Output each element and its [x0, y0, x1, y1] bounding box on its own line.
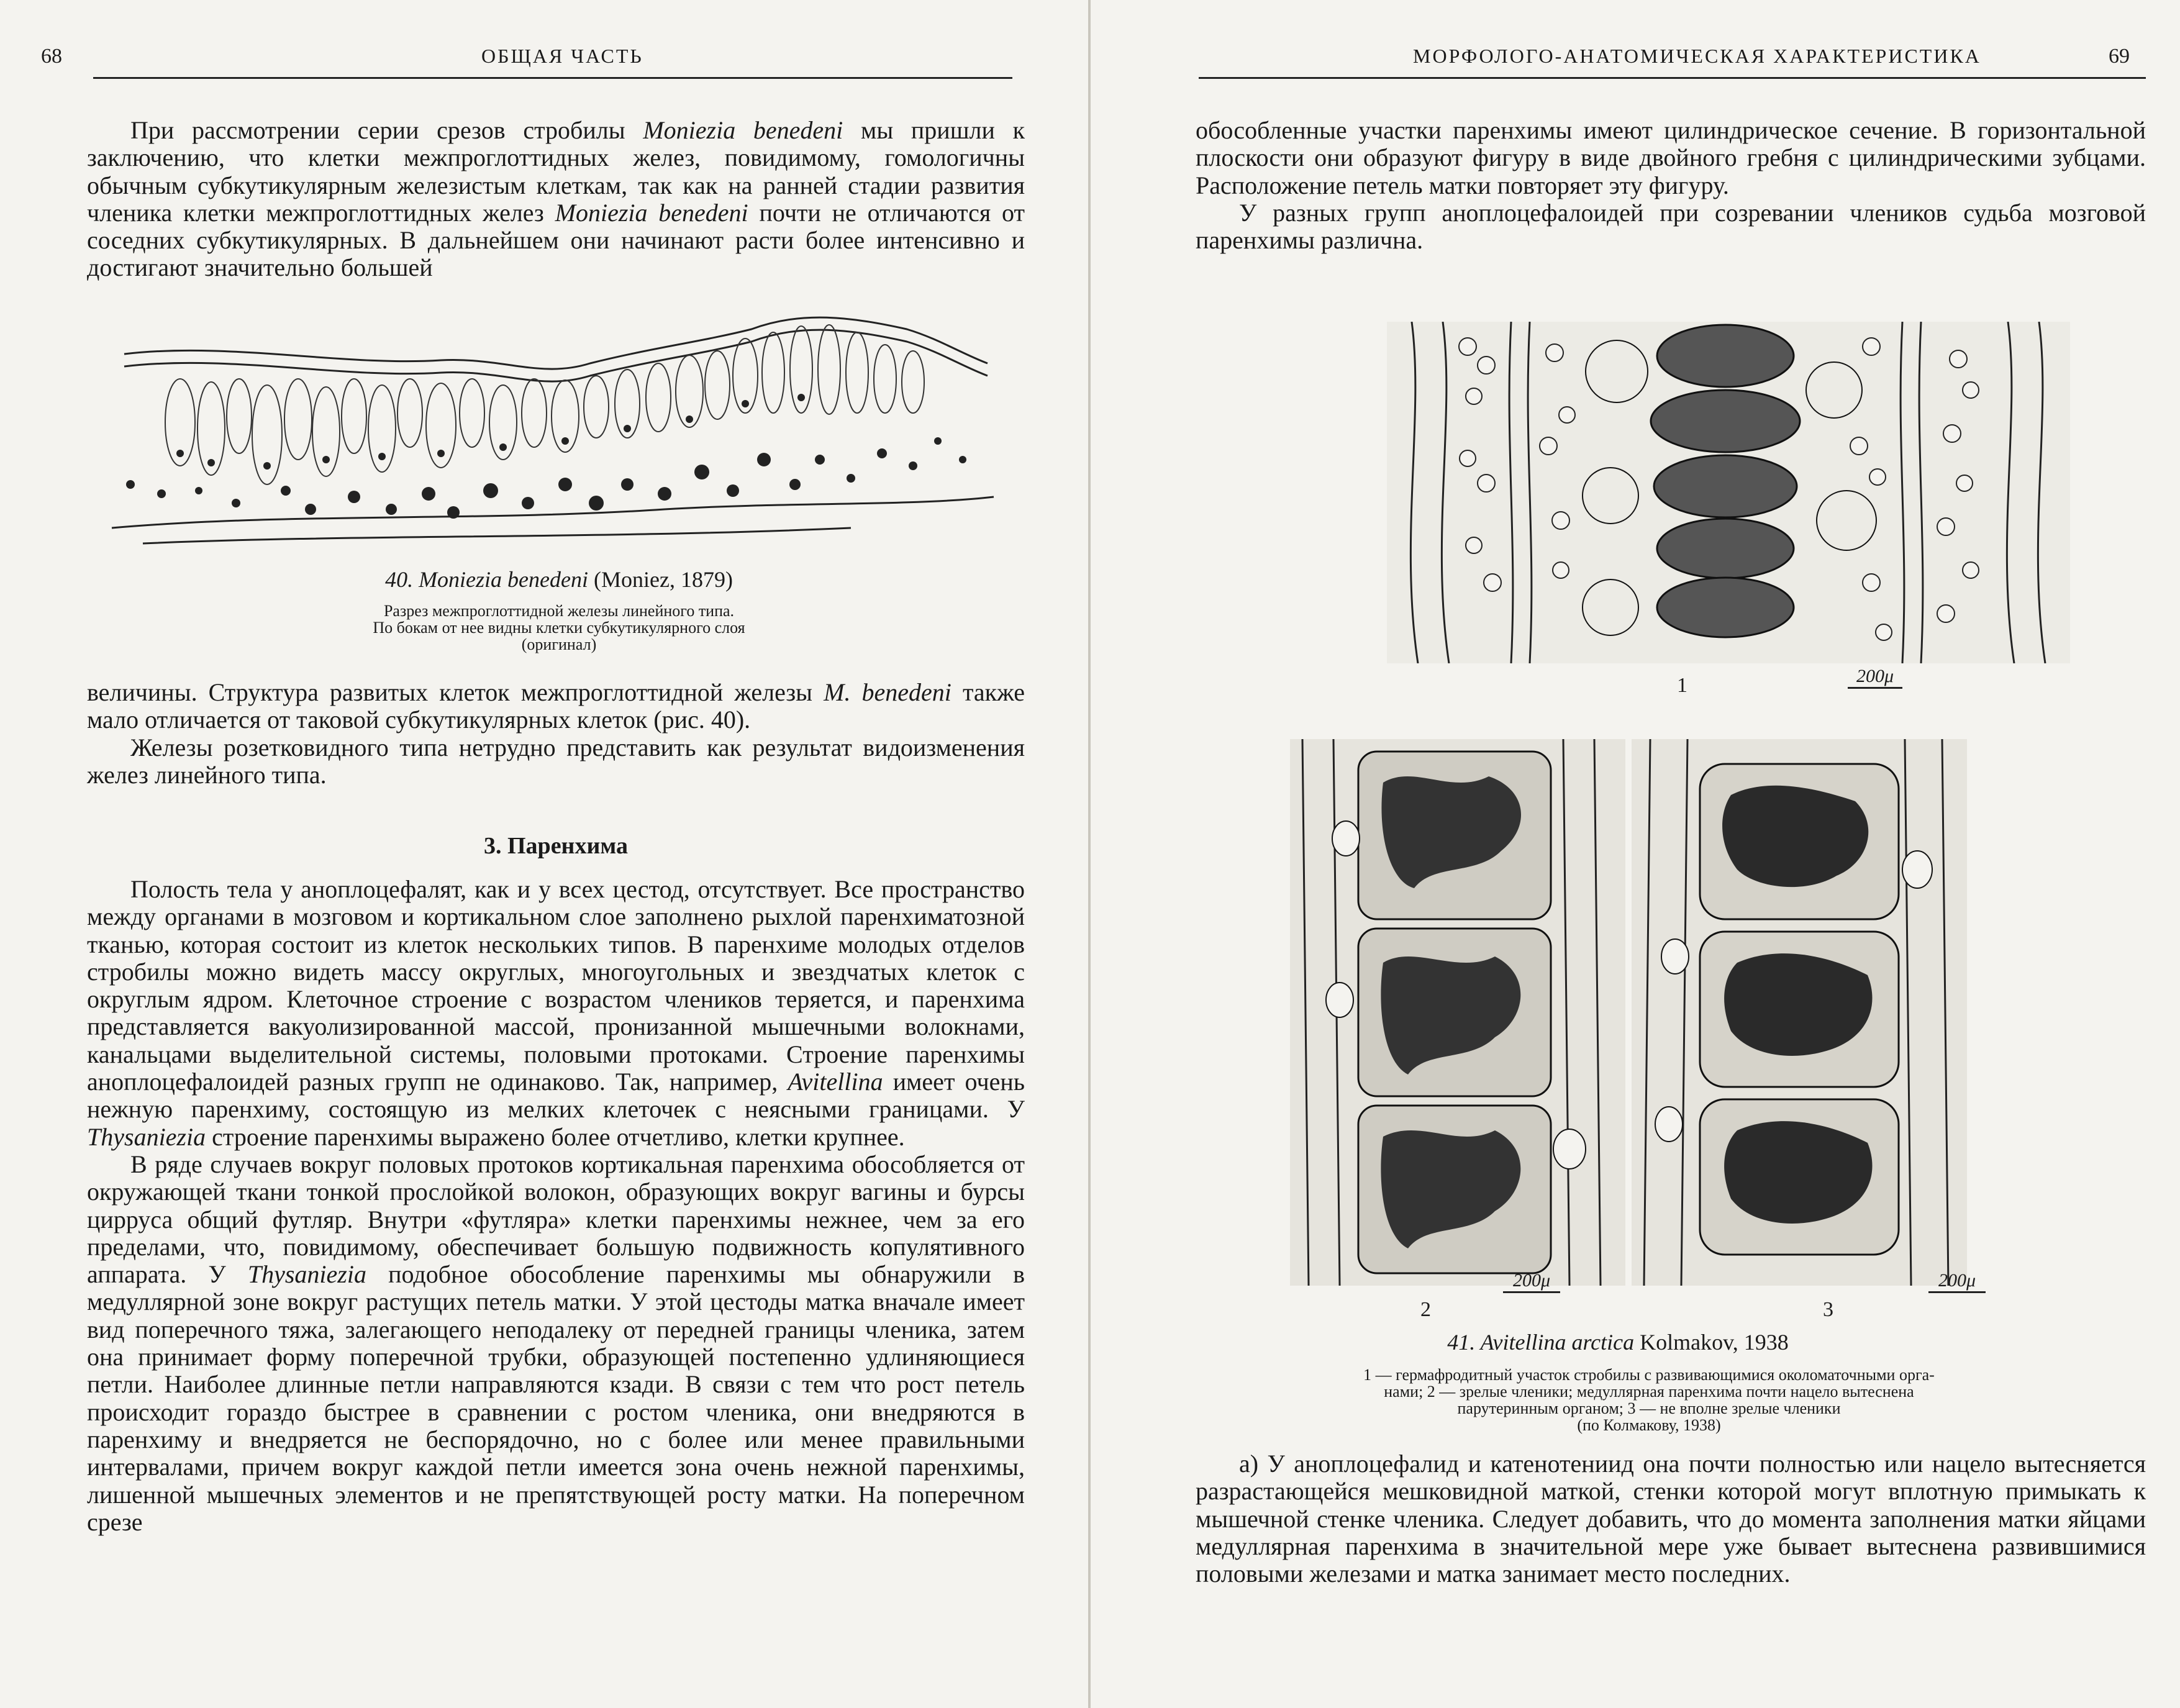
- figure-40-caption: Разрез межпроглоттидной железы линейного типа. По бокам от нее видны клетки субкутикулярного слоя (оригинал): [373, 602, 745, 653]
- figure-40-title: 40. Moniezia benedeni (Moniez, 1879): [385, 567, 733, 592]
- paragraph-1: обособленные участки паренхимы имеют цилиндрическое сечение. В горизонтальной плоскости они образуют фигуру в виде двойного гребня с цилиндрическими зубцами. Расположение петель матки повторяет эту фигуру. У разных групп аноплоцефалоидей при созревании члеников судьба мозговой паренхимы различна.: [1196, 116, 2146, 255]
- header-rule: [93, 77, 1012, 79]
- scale-bar-3: 200μ: [1928, 1270, 1986, 1293]
- figure-41-panel-2-label: 2: [1420, 1298, 1431, 1321]
- figure-40-gland-section: [106, 304, 1000, 553]
- figure-41-panel-1-label: 1: [1677, 674, 1687, 697]
- paragraph-1: При рассмотрении серии срезов стробилы Moniezia benedeni мы пришли к заключению, что клетки межпроглоттидных желез, повидимому, гомологичны обычным субкутикулярным железистым клеткам, так как на ранней стадии развития членика клетки межпроглоттидных желез Moniezia benedeni почти не отличаются от соседних субкутикулярных. В дальнейшем они начинают расти более интенсивно и достигают значительно большей: [87, 116, 1025, 282]
- right-page: [1090, 0, 2180, 1708]
- paragraph-parenchyma-1: Полость тела у аноплоцефалят, как и у всех цестод, отсутствует. Все пространство между органами в мозговом и кортикальном слое заполнено рыхлой паренхиматозной тканью, которая состоит из клеток нескольких типов. В паренхиме молодых отделов стробилы можно видеть массу округлых, многоугольных и звездчатых клеток с округлым ядром. Клеточное строение с возрастом члеников теряется, и паренхима представляется вакуолизированной массой, пронизанной мышечными волокнами, канальцами выделительной системы, половыми протоками. Строение паренхимы аноплоцефалоидей разных групп не одинаково. Так, например, Avitellina имеет очень нежную паренхиму, состоящую из мелких клеточек с неясными границами. У Thysaniezia строение паренхимы выражено более отчетливо, клетки крупнее. В ряде случаев вокруг половых протоков кортикальная паренхима обособляется от окружающей ткани тонкой прослойкой волокон, образующих вокруг вагины и бурсы цирруса общий футляр. Внутри «футляра» клетки паренхимы нежнее, чем за его пределами, что, повидимому, обеспечивает большую подвижность копулятивного аппарата. У Thysaniezia подобное обособление паренхимы мы обнаружили в медуллярной зоне вокруг растущих петель матки. У этой цестоды матка вначале имеет вид поперечного тяжа, залегающего неподалеку от передней границы членика, затем она принимает форму поперечной трубки, образующей постепенно удлиняющиеся петли. Наиболее длинные петли направляются кзади. В связи с тем что рост петель происходит гораздо быстрее в сравнении с ростом членика, они внедряются в паренхиму и внедряется не беспорядочно, но с более или менее правильными интервалами, причем вокруг каждой петли имеется зона очень нежной паренхимы, лишенной мышечных элементов и не препятствующей росту матки. На поперечном срезе: [87, 875, 1025, 1536]
- figure-41-panel-1-drawing: [1387, 322, 2070, 663]
- section-heading: 3. Паренхима: [484, 833, 628, 859]
- figure-41-panel-3-drawing: [1632, 739, 1967, 1286]
- header-rule: [1199, 77, 2146, 79]
- figure-41-title: 41. Avitellina arctica Kolmakov, 1938: [1447, 1330, 1789, 1355]
- paragraph-2: величины. Структура развитых клеток межпроглоттидной железы M. benedeni также мало отличается от таковой субкутикулярных клеток (рис. 40). Железы розетковидного типа нетрудно представить как результат видоизменения желез линейного типа.: [87, 678, 1025, 789]
- running-head: МОРФОЛОГО-АНАТОМИЧЕСКАЯ ХАРАКТЕРИСТИКА: [1413, 45, 1981, 67]
- figure-41-panel-3-label: 3: [1823, 1298, 1833, 1321]
- figure-41-panel-2-drawing: [1290, 739, 1625, 1286]
- scale-bar-2: 200μ: [1503, 1270, 1560, 1293]
- running-head: ОБЩАЯ ЧАСТЬ: [481, 45, 643, 67]
- page-number: 68: [41, 45, 62, 68]
- scale-bar-1: 200μ: [1848, 666, 1902, 689]
- page-number: 69: [2109, 45, 2130, 68]
- figure-41-caption: 1 — гермафродитный участок стробилы с развивающимися околоматочными орга- нами; 2 — зрелые членики; медуллярная паренхима почти нацело вытеснена парутеринным органом; 3 — не вполне зрелые членики (по Колмакову, 1938): [1363, 1366, 1935, 1434]
- paragraph-3: а) У аноплоцефалид и катенотениид она почти полностью или нацело вытесняется разрастающейся мешковидной маткой, стенки которой могут вплотную примыкать к мышечной стенке членика. Следует добавить, что до момента заполнения матки яйцами медуллярная паренхима в значительной мере уже бывает вытеснена развившимися половыми железами и матка занимает место последних.: [1196, 1450, 2146, 1588]
